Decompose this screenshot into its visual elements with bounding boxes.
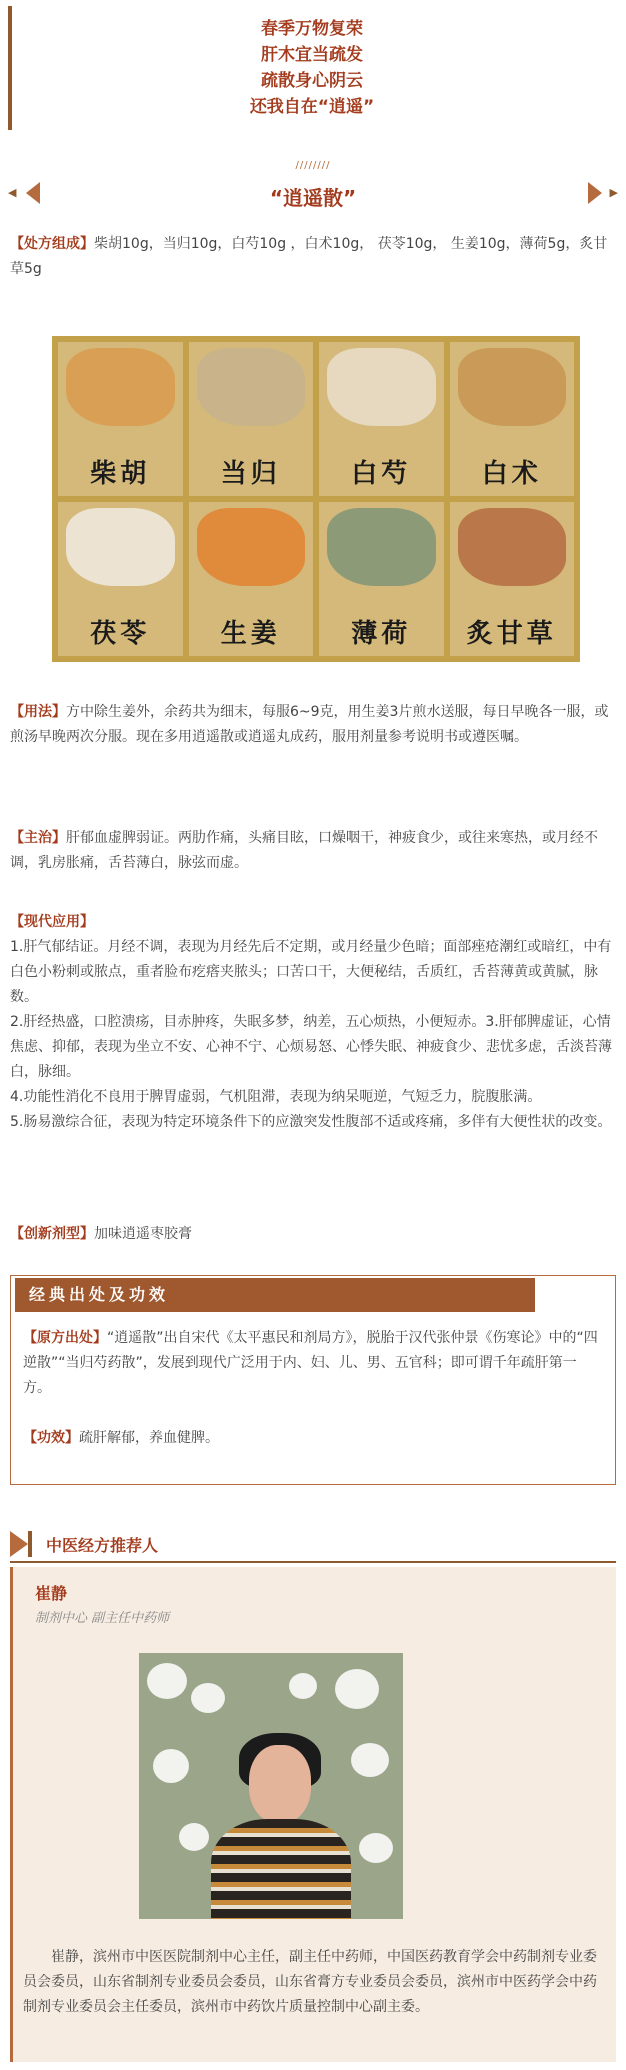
herb-label: 生姜 bbox=[220, 619, 281, 649]
effect-text: 疏肝解郁，养血健脾。 bbox=[79, 1430, 219, 1446]
intro-line: 疏散身心阴云 bbox=[261, 71, 363, 91]
composition-paragraph bbox=[10, 232, 616, 282]
modern-item: 2.肝经热盛，口腔溃疡，目赤肿疼，失眠多梦，纳差，五心烦热，小便短赤。3.肝郁脾虚证，心情焦虑、抑郁，表现为坐立不安、心神不宁、心烦易怒、心悸失眠、神疲食少、悲忧多虑，舌淡苔薄白，脉细。 bbox=[10, 1014, 612, 1080]
innovation-text: 加味逍遥枣胶膏 bbox=[94, 1226, 192, 1242]
usage-tag: 【用法】 bbox=[10, 704, 66, 720]
herb-pile bbox=[458, 348, 567, 426]
indication-paragraph bbox=[10, 826, 616, 876]
divider-hatch: //////// bbox=[295, 160, 331, 171]
modern-section bbox=[10, 910, 616, 1135]
recommender-header bbox=[10, 1527, 616, 1563]
indication-tag: 【主治】 bbox=[10, 830, 66, 846]
effect-tag: 【功效】 bbox=[23, 1430, 79, 1446]
recommender-header-text: 中医经方推荐人 bbox=[46, 1536, 159, 1555]
composition-text: 柴胡10g，当归10g，白芍10g ，白术10g， 茯苓10g， 生姜10g，薄荷5g，炙甘草5g bbox=[10, 236, 608, 277]
herb-label: 炙甘草 bbox=[466, 619, 557, 649]
recommender-photo bbox=[139, 1653, 403, 1919]
herb-pile bbox=[197, 348, 306, 426]
modern-tag: 【现代应用】 bbox=[10, 914, 94, 930]
intro-line: 春季万物复荣 bbox=[261, 19, 363, 39]
modern-item: 4.功能性消化不良用于脾胃虚弱，气机阻滞，表现为纳呆呃逆，气短乏力，脘腹胀满。 bbox=[10, 1089, 542, 1105]
herb-pile bbox=[327, 348, 436, 426]
header-bar bbox=[28, 1531, 32, 1557]
innovation-tag: 【创新剂型】 bbox=[10, 1226, 94, 1242]
recommender-name: 崔静 bbox=[35, 1584, 68, 1603]
herb-label: 薄荷 bbox=[351, 619, 412, 649]
effect-paragraph bbox=[23, 1426, 603, 1451]
intro-poem bbox=[8, 6, 612, 130]
herb-tile bbox=[450, 502, 575, 656]
usage-text: 方中除生姜外，余药共为细末，每服6~9克，用生姜3片煎水送服，每日早晚各一服，或煎汤早晚两次分服。现在多用逍遥散或逍遥丸成药，服用剂量参考说明书或遵医嘱。 bbox=[10, 704, 609, 745]
herb-tile bbox=[319, 502, 444, 656]
source-tag: 【原方出处】 bbox=[23, 1330, 107, 1346]
herb-pile bbox=[66, 348, 175, 426]
modern-item: 1.肝气郁结证。月经不调，表现为月经先后不定期，或月经量少色暗；面部痤疮潮红或暗红，中有白色小粉刺或脓点，重者脸布疙瘩夹脓头；口苦口干，大便秘结，舌质红，舌苔薄黄或黄腻，脉数。 bbox=[10, 939, 612, 1005]
herb-tile bbox=[189, 502, 314, 656]
classic-source-box bbox=[10, 1275, 616, 1485]
recommender-bio: 崔静，滨州市中医医院制剂中心主任，副主任中药师，中国医药教育学会中药制剂专业委员会委员，山东省制剂专业委员会委员，山东省膏方专业委员会委员，滨州市中医药学会中药制剂专业委员会主任委员，滨州市中药饮片质量控制中心副主委。 bbox=[23, 1949, 597, 2015]
herb-tile bbox=[58, 342, 183, 496]
source-text: “逍遥散”出自宋代《太平惠民和剂局方》，脱胎于汉代张仲景《伤寒论》中的“四逆散”“当归芍药散”，发展到现代广泛用于内、妇、儿、男、五官科；即可谓千年疏肝第一方。 bbox=[23, 1330, 598, 1396]
page-title: “逍遥散” bbox=[269, 186, 357, 210]
herb-label: 当归 bbox=[220, 459, 281, 489]
triangle-icon bbox=[10, 1531, 28, 1557]
intro-line: 还我自在“逍遥” bbox=[249, 97, 375, 117]
herb-label: 茯苓 bbox=[90, 619, 151, 649]
composition-tag: 【处方组成】 bbox=[10, 236, 94, 252]
herb-pile bbox=[458, 508, 567, 586]
classic-source-header: 经典出处及功效 bbox=[15, 1278, 535, 1312]
herb-image-grid bbox=[52, 336, 580, 662]
right-triangle-icon bbox=[588, 182, 602, 204]
herb-tile bbox=[319, 342, 444, 496]
right-arrow-icon: ▶ bbox=[609, 186, 618, 199]
recommender-card bbox=[10, 1567, 616, 2062]
source-paragraph bbox=[23, 1326, 603, 1401]
herb-label: 柴胡 bbox=[90, 459, 151, 489]
herb-label: 白芍 bbox=[351, 459, 412, 489]
intro-line: 肝木宜当疏发 bbox=[261, 45, 363, 65]
herb-tile bbox=[450, 342, 575, 496]
herb-label: 白术 bbox=[481, 459, 542, 489]
herb-tile bbox=[58, 502, 183, 656]
indication-text: 肝郁血虚脾弱证。两肋作痛，头痛目眩，口燥咽干，神疲食少，或往来寒热，或月经不调，乳房胀痛，舌苔薄白，脉弦而虚。 bbox=[10, 830, 598, 871]
modern-item: 5.肠易激综合征，表现为特定环境条件下的应激突发性腹部不适或疼痛，多伴有大便性状的改变。 bbox=[10, 1114, 612, 1130]
left-arrow-icon: ◀ bbox=[8, 186, 17, 199]
recommender-role: 制剂中心 副主任中药师 bbox=[35, 1611, 170, 1626]
usage-paragraph bbox=[10, 700, 616, 750]
herb-tile bbox=[189, 342, 314, 496]
herb-pile bbox=[66, 508, 175, 586]
innovation-paragraph bbox=[10, 1222, 616, 1247]
herb-pile bbox=[197, 508, 306, 586]
title-row bbox=[0, 176, 626, 210]
herb-pile bbox=[327, 508, 436, 586]
